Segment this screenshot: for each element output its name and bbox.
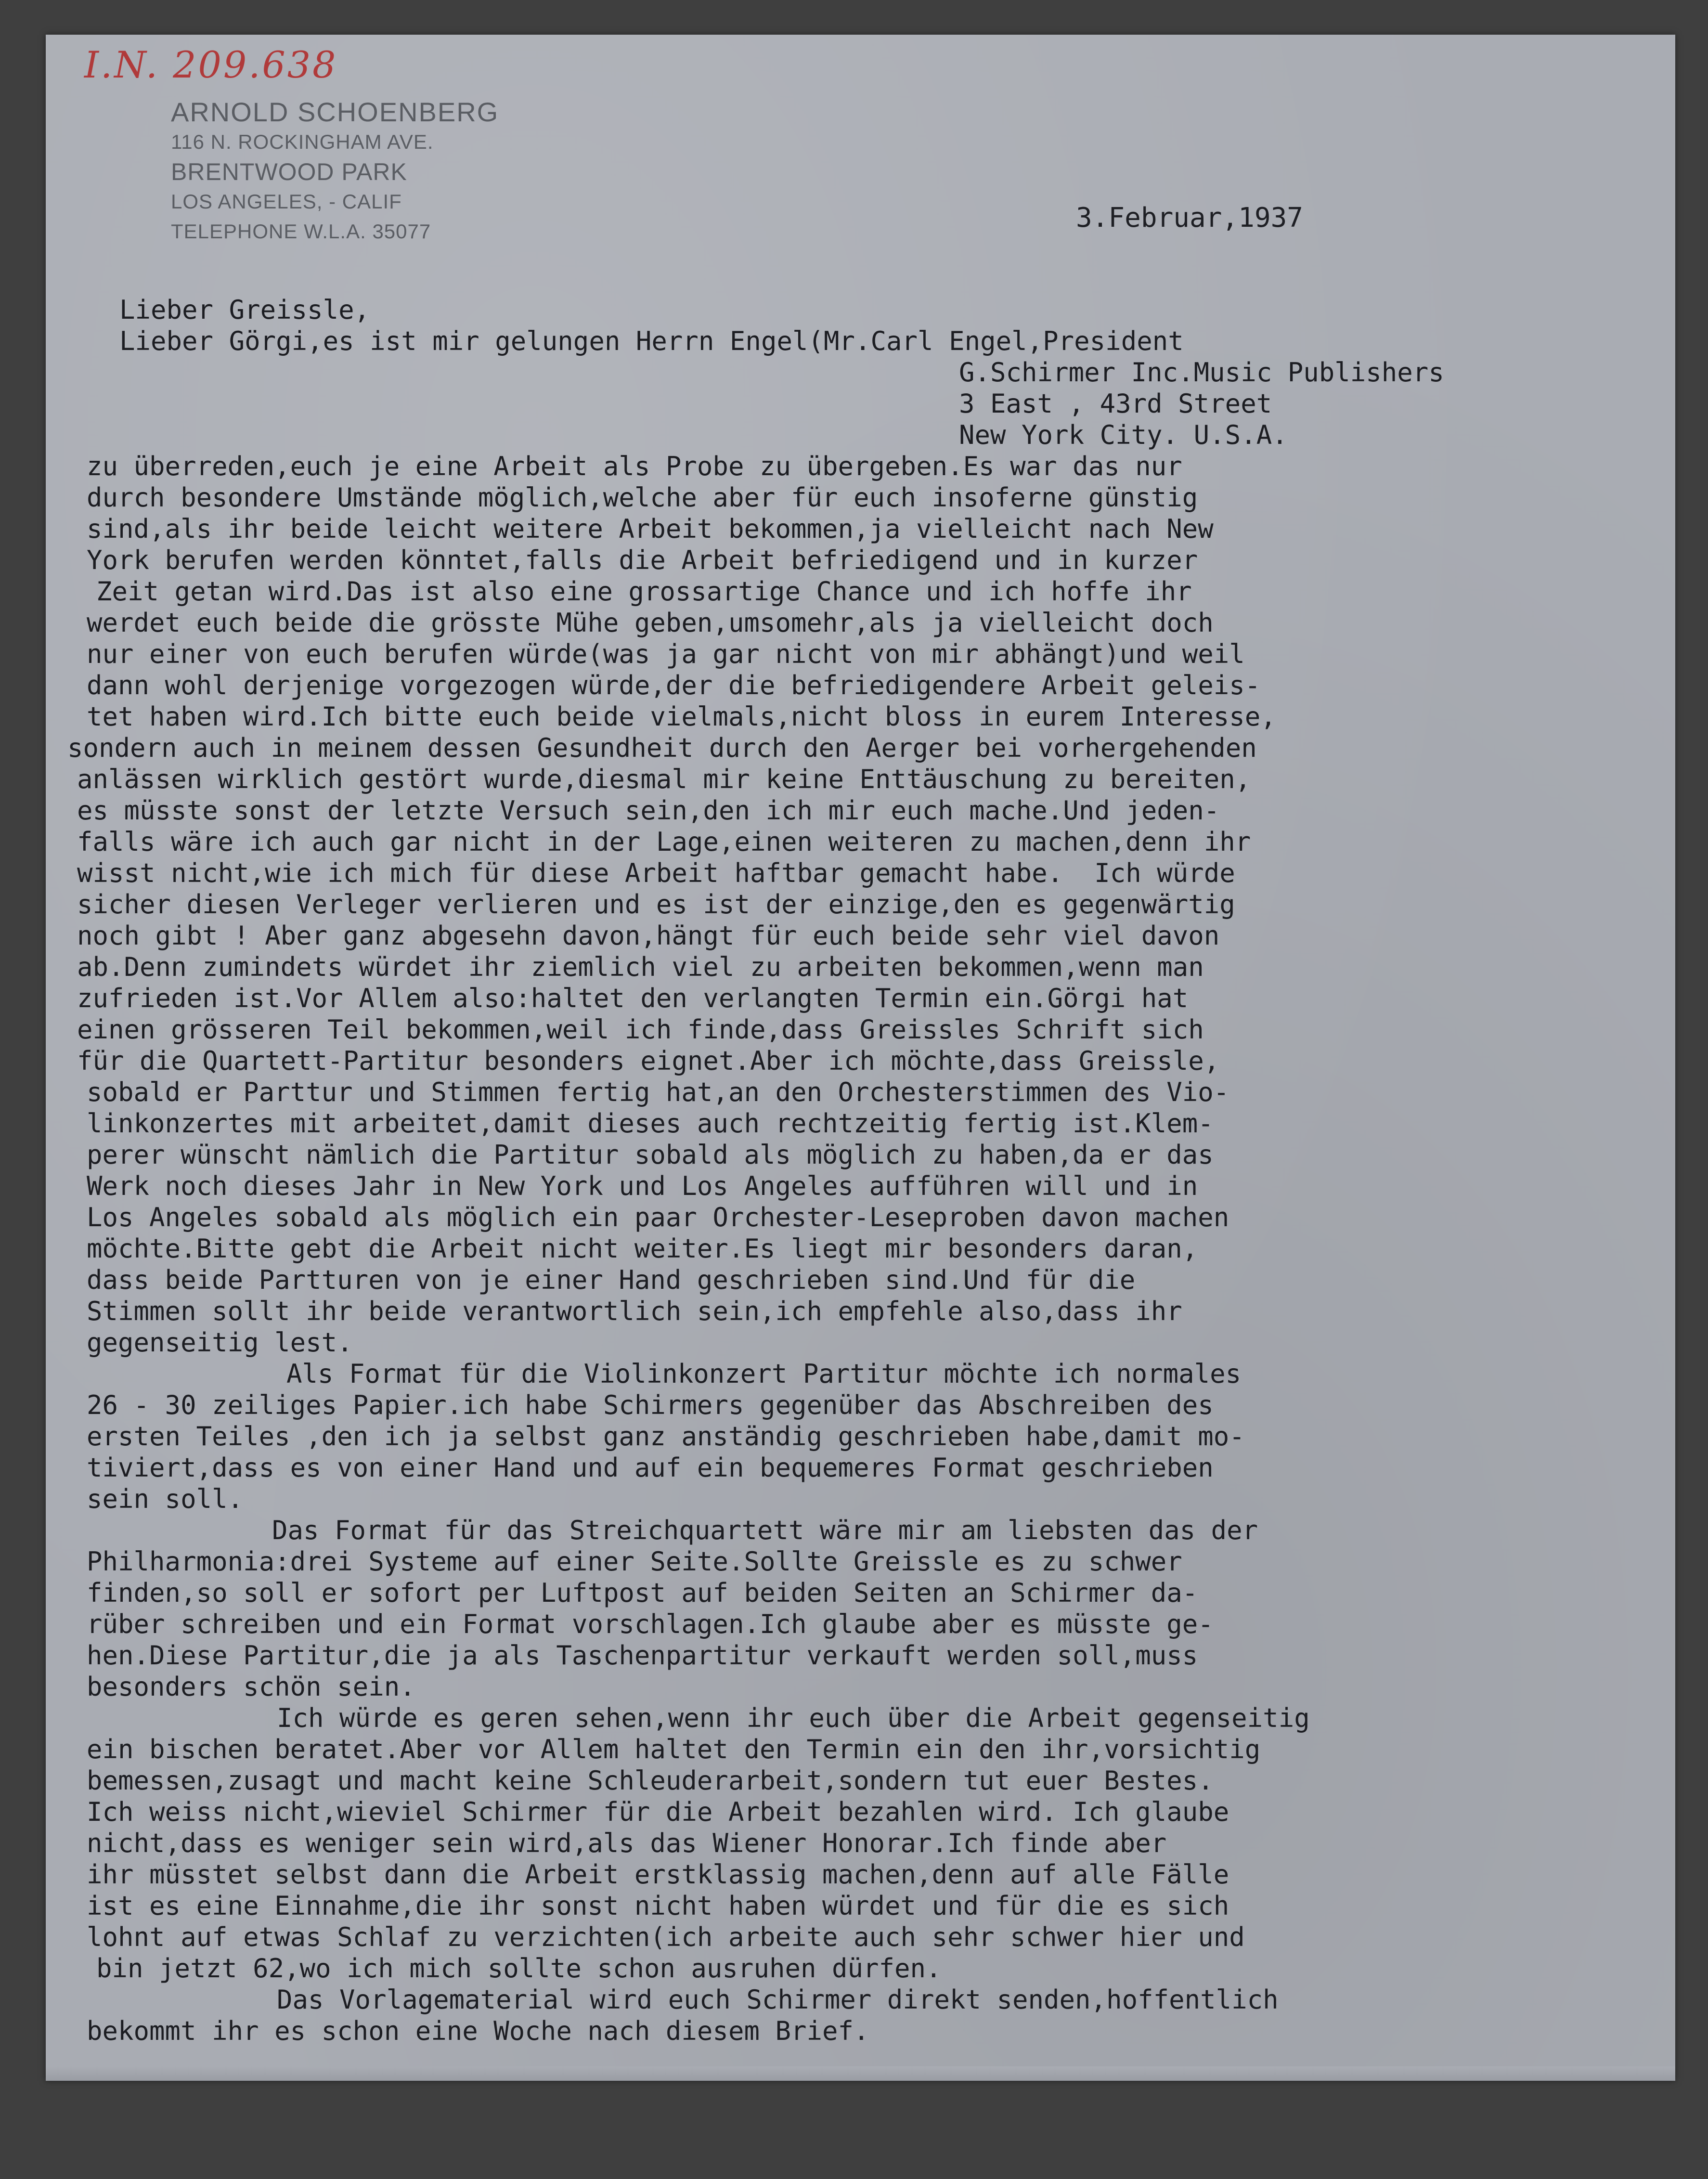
body-line: dass beide Partturen von je einer Hand geschrieben sind.Und für die xyxy=(87,1265,1136,1295)
address-line: New York City. U.S.A. xyxy=(959,420,1288,450)
body-line: einen grösseren Teil bekommen,weil ich finde,dass Greissles Schrift sich xyxy=(77,1014,1204,1045)
body-line: werdet euch beide die grösste Mühe geben,umsomehr,als ja vielleicht doch xyxy=(87,608,1214,638)
body-line: Los Angeles sobald als möglich ein paar Orchester-Leseproben davon machen xyxy=(87,1202,1229,1232)
body-line: 26 - 30 zeiliges Papier.ich habe Schirmers gegenüber das Abschreiben des xyxy=(87,1390,1214,1420)
body-line: linkonzertes mit arbeitet,damit dieses auch rechtzeitig fertig ist.Klem- xyxy=(87,1108,1214,1139)
body-line: York berufen werden könntet,falls die Arbeit befriedigend und in kurzer xyxy=(87,545,1198,575)
paragraph-start-line: Das Vorlagematerial wird euch Schirmer direkt senden,hoffentlich xyxy=(277,1984,1279,2015)
body-line: falls wäre ich auch gar nicht in der Lage,einen weiteren zu machen,denn ihr xyxy=(77,827,1251,857)
body-line: Ich weiss nicht,wieviel Schirmer für die Arbeit bezahlen wird. Ich glaube xyxy=(87,1797,1229,1827)
body-line: möchte.Bitte gebt die Arbeit nicht weiter.Es liegt mir besonders daran, xyxy=(87,1233,1198,1264)
body-line: rüber schreiben und ein Format vorschlagen.Ich glaube aber es müsste ge- xyxy=(87,1609,1214,1639)
body-line: bekommt ihr es schon eine Woche nach diesem Brief. xyxy=(87,2016,869,2046)
body-line: ist es eine Einnahme,die ihr sonst nicht haben würdet und für die es sich xyxy=(87,1891,1229,1921)
body-line: sind,als ihr beide leicht weitere Arbeit bekommen,ja vielleicht nach New xyxy=(87,514,1214,544)
body-line: es müsste sonst der letzte Versuch sein,den ich mir euch mache.Und jeden- xyxy=(77,795,1220,826)
letterhead-phone: TELEPHONE W.L.A. 35077 xyxy=(171,220,431,243)
letter-date: 3.Februar,1937 xyxy=(1076,202,1304,233)
body-line: zufrieden ist.Vor Allem also:haltet den verlangten Termin ein.Görgi hat xyxy=(77,983,1189,1013)
letterhead-address-street: 116 N. ROCKINGHAM AVE. xyxy=(171,130,434,153)
body-line: bemessen,zusagt und macht keine Schleuderarbeit,sondern tut euer Bestes. xyxy=(87,1765,1214,1796)
body-line: nur einer von euch berufen würde(was ja gar nicht von mir abhängt)und weil xyxy=(87,639,1245,669)
body-line: tiviert,dass es von einer Hand und auf ein bequemeres Format geschrieben xyxy=(87,1453,1214,1483)
salutation-line: Lieber Greissle, xyxy=(119,295,370,325)
body-line: noch gibt ! Aber ganz abgesehn davon,hängt für euch beide sehr viel davon xyxy=(77,921,1220,951)
body-line: sicher diesen Verleger verlieren und es ist der einzige,den es gegenwärtig xyxy=(77,889,1235,920)
body-line: besonders schön sein. xyxy=(87,1672,415,1702)
body-line: ihr müsstet selbst dann die Arbeit erstklassig machen,denn auf alle Fälle xyxy=(87,1859,1229,1890)
letterhead-name: ARNOLD SCHOENBERG xyxy=(171,97,499,127)
sheet-bottom-edge xyxy=(46,2066,1675,2081)
body-line: sobald er Parttur und Stimmen fertig hat,an den Orchesterstimmen des Vio- xyxy=(87,1077,1229,1107)
body-line: für die Quartett-Partitur besonders eignet.Aber ich möchte,dass Greissle, xyxy=(77,1046,1220,1076)
body-line: lohnt auf etwas Schlaf zu verzichten(ich arbeite auch sehr schwer hier und xyxy=(87,1922,1245,1952)
body-line: sein soll. xyxy=(87,1484,244,1514)
paragraph-start-line: Ich würde es geren sehen,wenn ihr euch über die Arbeit gegenseitig xyxy=(277,1703,1310,1733)
body-line: wisst nicht,wie ich mich für diese Arbeit haftbar gemacht habe. Ich würde xyxy=(77,858,1235,888)
archive-mark: I.N. 209.638 xyxy=(84,43,338,86)
letterhead-address-district: BRENTWOOD PARK xyxy=(171,158,407,185)
letterhead-address-city: LOS ANGELES, - CALIF xyxy=(171,190,402,213)
address-line: 3 East , 43rd Street xyxy=(959,389,1272,419)
body-line: sondern auch in meinem dessen Gesundheit durch den Aerger bei vorhergehenden xyxy=(67,733,1257,763)
body-line: Lieber Görgi,es ist mir gelungen Herrn Engel(Mr.Carl Engel,President xyxy=(119,326,1184,356)
letterhead xyxy=(171,97,499,246)
letter-sheet xyxy=(46,35,1675,2081)
body-line: perer wünscht nämlich die Partitur sobald als möglich zu haben,da er das xyxy=(87,1140,1214,1170)
body-line: anlässen wirklich gestört wurde,diesmal mir keine Enttäuschung zu bereiten, xyxy=(77,764,1251,794)
body-line: Zeit getan wird.Das ist also eine grossartige Chance und ich hoffe ihr xyxy=(96,576,1192,607)
body-line: tet haben wird.Ich bitte euch beide vielmals,nicht bloss in eurem Interesse, xyxy=(87,701,1276,732)
body-line: Werk noch dieses Jahr in New York und Los Angeles aufführen will und in xyxy=(87,1171,1198,1201)
body-line: finden,so soll er sofort per Luftpost auf beiden Seiten an Schirmer da- xyxy=(87,1578,1198,1608)
body-line: gegenseitig lest. xyxy=(87,1327,353,1358)
paragraph-start-line: Als Format für die Violinkonzert Partitur möchte ich normales xyxy=(286,1359,1242,1389)
address-line: G.Schirmer Inc.Music Publishers xyxy=(959,357,1444,388)
body-line: durch besondere Umstände möglich,welche aber für euch insoferne günstig xyxy=(87,482,1198,513)
body-line: dann wohl derjenige vorgezogen würde,der die befriedigendere Arbeit geleis- xyxy=(87,670,1261,700)
body-line: zu überreden,euch je eine Arbeit als Probe zu übergeben.Es war das nur xyxy=(87,451,1182,481)
body-line: bin jetzt 62,wo ich mich sollte schon ausruhen dürfen. xyxy=(96,1953,942,1984)
paragraph-start-line: Das Format für das Streichquartett wäre mir am liebsten das der xyxy=(272,1515,1258,1545)
body-line: Stimmen sollt ihr beide verantwortlich sein,ich empfehle also,dass ihr xyxy=(87,1296,1182,1326)
body-line: ab.Denn zumindets würdet ihr ziemlich viel zu arbeiten bekommen,wenn man xyxy=(77,952,1204,982)
body-line: nicht,dass es weniger sein wird,als das Wiener Honorar.Ich finde aber xyxy=(87,1828,1167,1858)
body-line: ersten Teiles ,den ich ja selbst ganz anständig geschrieben habe,damit mo- xyxy=(87,1421,1245,1452)
body-line: ein bischen beratet.Aber vor Allem haltet den Termin ein den ihr,vorsichtig xyxy=(87,1734,1261,1764)
body-line: hen.Diese Partitur,die ja als Taschenpartitur verkauft werden soll,muss xyxy=(87,1640,1198,1671)
body-line: Philharmonia:drei Systeme auf einer Seite.Sollte Greissle es zu schwer xyxy=(87,1546,1182,1577)
